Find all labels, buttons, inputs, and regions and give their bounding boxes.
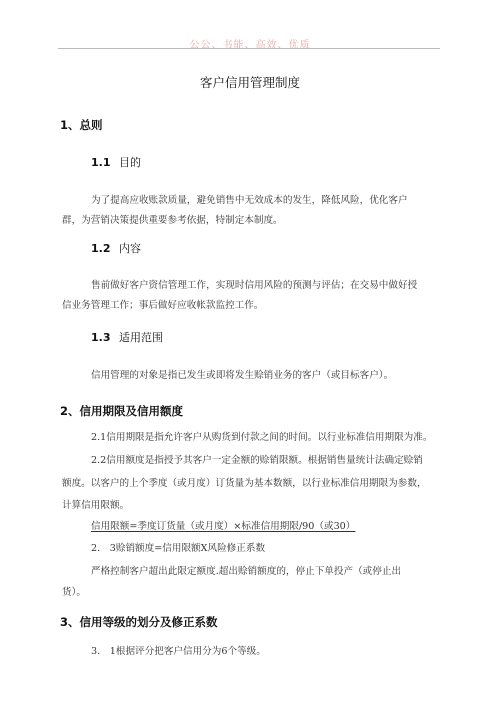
section-heading-general: 1、总则 bbox=[60, 118, 103, 132]
page-header-rule bbox=[58, 48, 440, 49]
paragraph-line: 群，为营销决策提供重要参考依据，特制定本制度。 bbox=[62, 215, 283, 226]
section-heading-credit-grades: 3、信用等级的划分及修正系数 bbox=[60, 615, 218, 629]
paragraph-line: 售前做好客户资信管理工作，实现时信用风险的预测与评估；在交易中做好授 bbox=[91, 280, 418, 291]
subsection-number: 1.1 bbox=[91, 156, 111, 169]
subsection-heading-purpose bbox=[91, 154, 141, 170]
credit-limit-formula: 信用限额=季度订货量（或月度）×标准信用期限/90（或30） bbox=[91, 521, 356, 532]
subsection-title: 适用范围 bbox=[119, 331, 163, 344]
paragraph-line: 货）。 bbox=[62, 587, 86, 598]
paragraph-line: 2. 3赊销额度=信用限额X风险修正系数 bbox=[91, 543, 266, 554]
subsection-heading-content bbox=[91, 240, 141, 256]
subsection-number: 1.3 bbox=[91, 331, 111, 344]
paragraph-line: 3. 1根据评分把客户信用分为6个等级。 bbox=[91, 646, 266, 657]
page-header-text: 公公、书能、高效、优质 bbox=[189, 40, 311, 51]
subsection-title: 目的 bbox=[119, 156, 141, 169]
paragraph-line: 信业务管理工作；事后做好应收帐款监控工作。 bbox=[62, 300, 264, 311]
subsection-title: 内容 bbox=[119, 242, 141, 255]
paragraph-line: 信用管理的对象是指已发生或即将发生赊销业务的客户（或目标客户）。 bbox=[91, 370, 394, 381]
paragraph-line: 为了提高应收账款质量，避免销售中无效成本的发生，降低风险，优化客户 bbox=[91, 195, 408, 206]
paragraph-line: 计算信用限额。 bbox=[62, 500, 130, 511]
subsection-number: 1.2 bbox=[91, 242, 111, 255]
paragraph-line: 2.2信用额度是指授予其客户一定金额的赊销限额。根据销售量统计法确定赊销 bbox=[91, 455, 423, 466]
paragraph-line: 额度。以客户的上个季度（或月度）订货量为基本数额，以行业标准信用期限为参数， bbox=[62, 478, 427, 489]
subsection-heading-scope bbox=[91, 329, 163, 345]
document-title: 客户信用管理制度 bbox=[199, 75, 300, 90]
paragraph-line: 严格控制客户超出此限定额度.超出赊销额度的，停止下单投产（或停止出 bbox=[91, 566, 402, 577]
paragraph-line: 2.1信用期限是指允许客户从购货到付款之间的时间。以行业标准信用期限为准。 bbox=[91, 432, 433, 443]
section-heading-credit-terms: 2、信用期限及信用额度 bbox=[60, 404, 184, 418]
